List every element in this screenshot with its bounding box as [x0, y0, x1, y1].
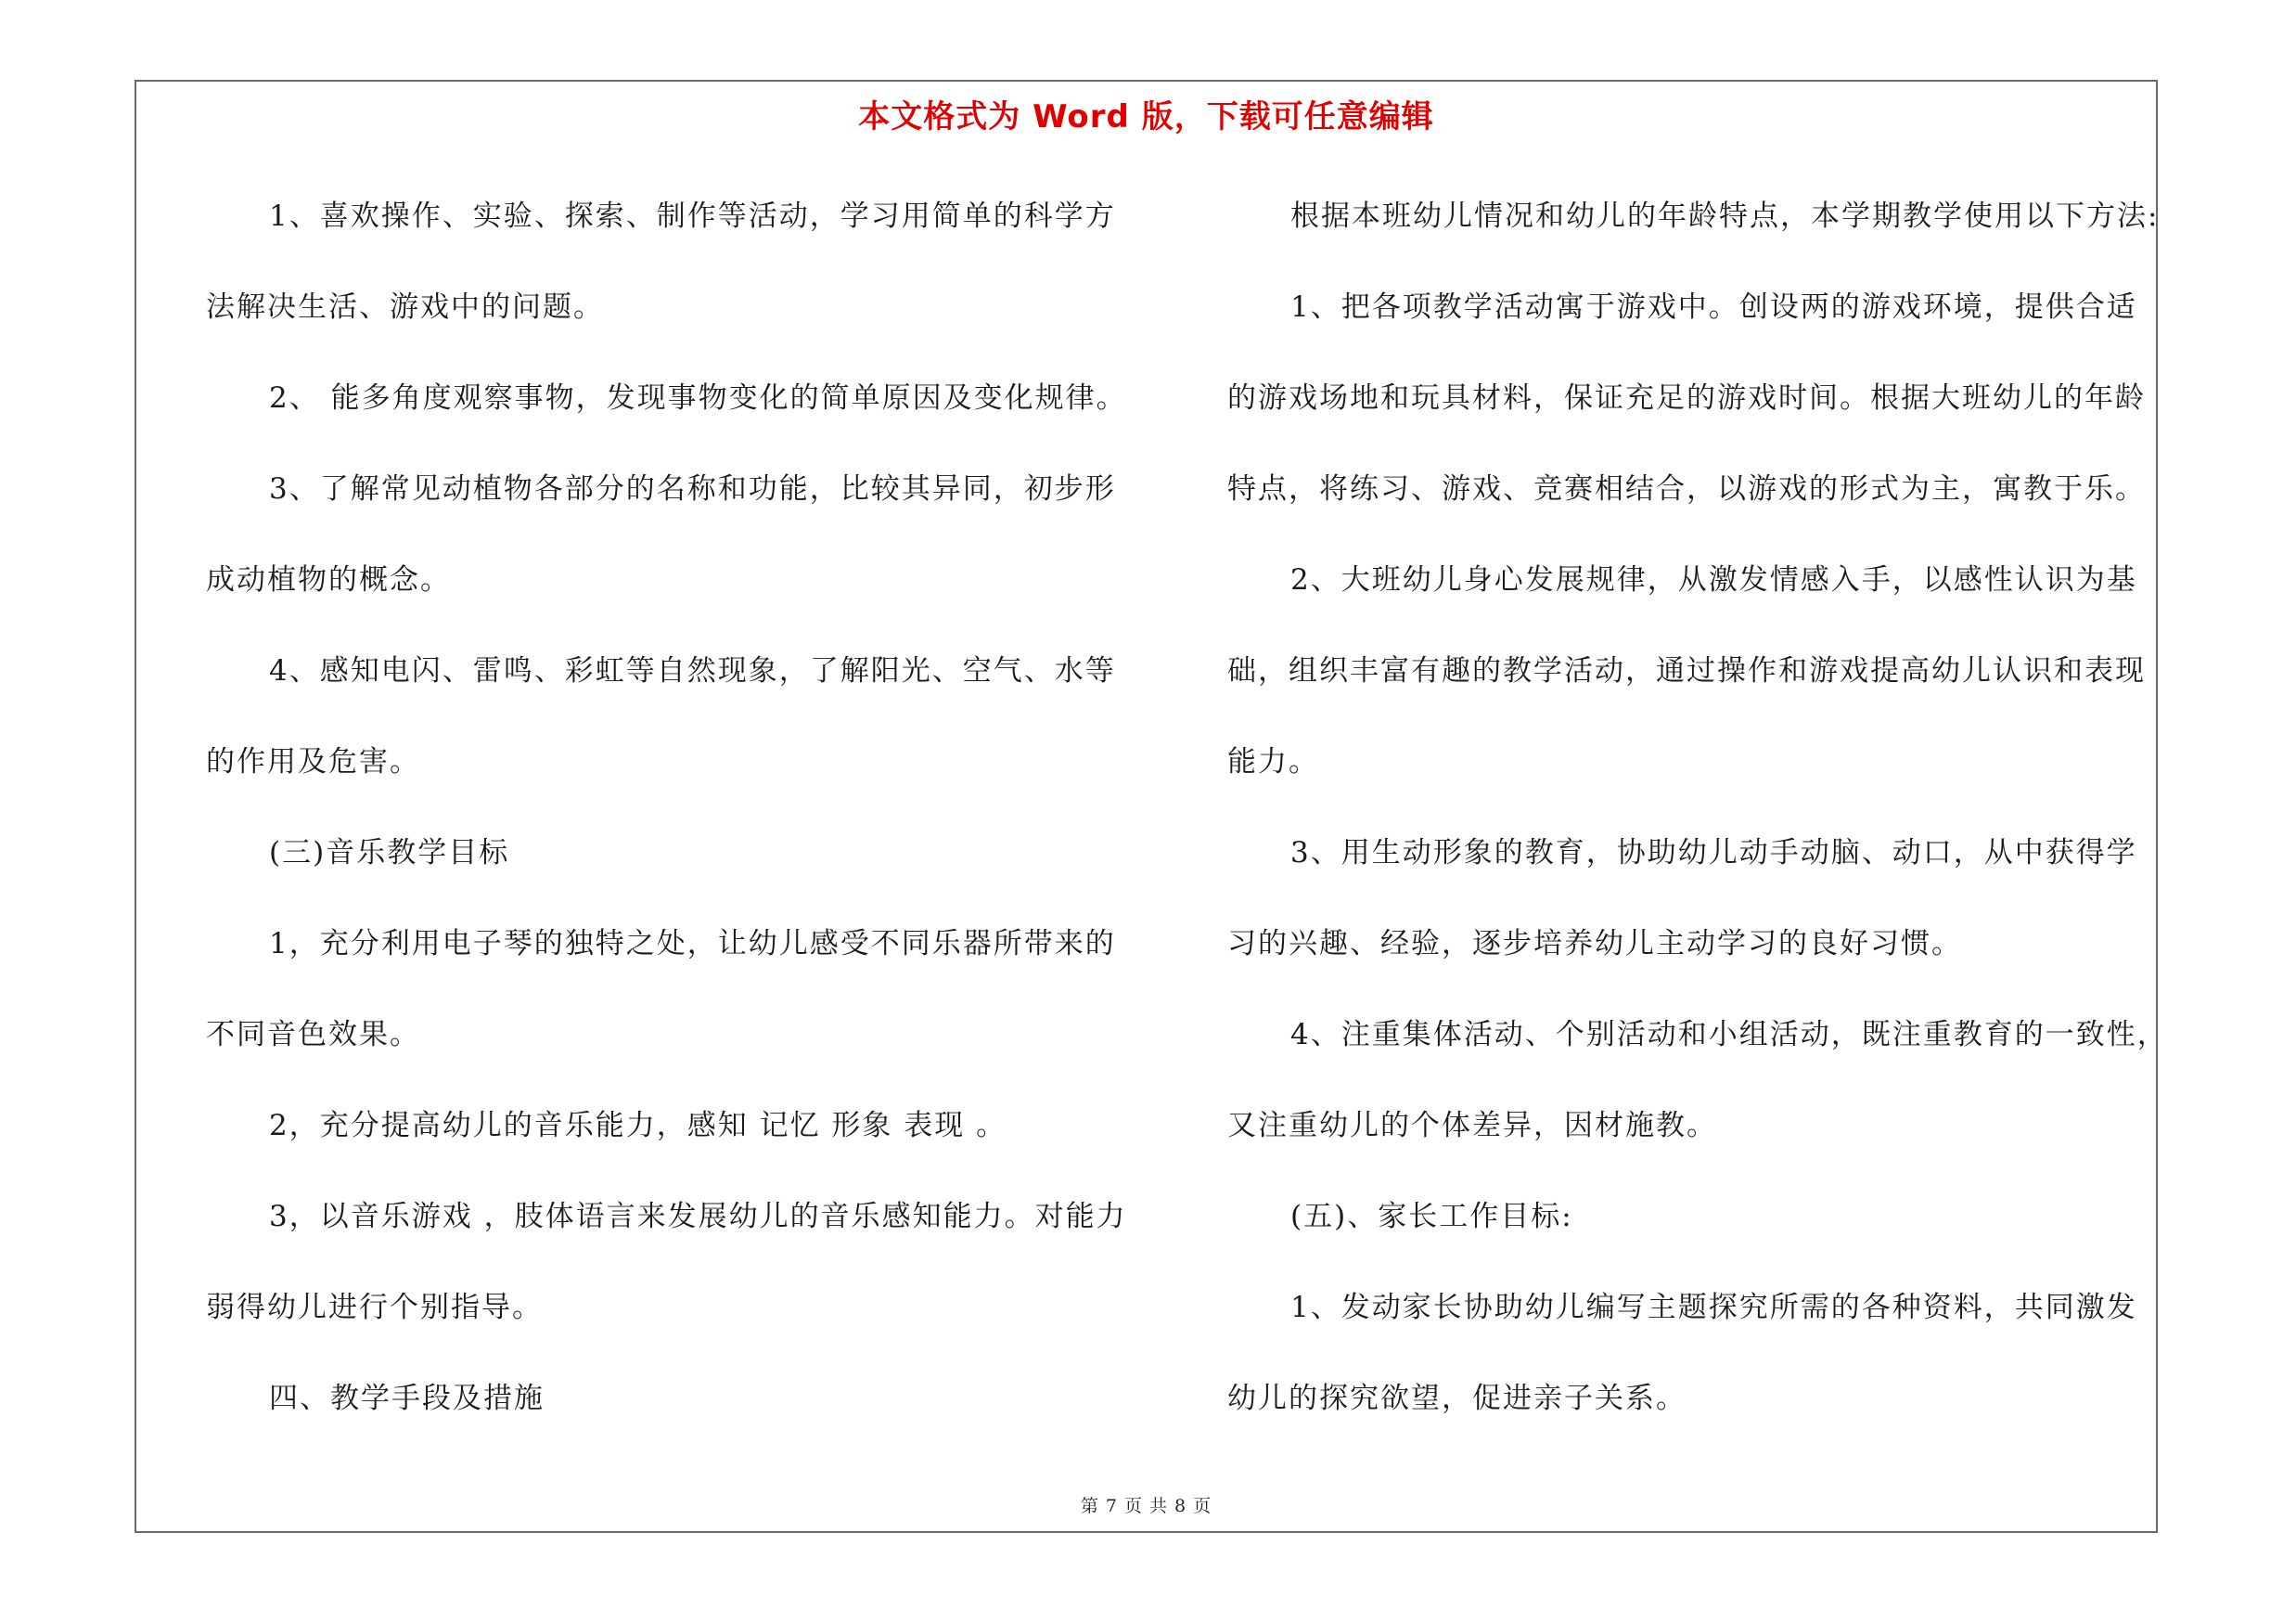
paragraph-line: 1、把各项教学活动寓于游戏中。创设两的游戏环境，提供合适	[1290, 290, 2137, 324]
right-text-column	[1227, 171, 2168, 1444]
paragraph-line: 法解决生活、游戏中的问题。	[206, 290, 604, 324]
page-number-footer: 第 7 页 共 8 页	[1080, 1496, 1212, 1516]
format-notice-header: 本文格式为 Word 版，下载可任意编辑	[858, 98, 1434, 135]
paragraph-line: 3，以音乐游戏 ，肢体语言来发展幼儿的音乐感知能力。对能力	[269, 1200, 1127, 1233]
paragraph-line: 习的兴趣、经验，逐步培养幼儿主动学习的良好习惯。	[1227, 927, 1962, 960]
paragraph-line: 1、发动家长协助幼儿编写主题探究所需的各种资料，共同激发	[1290, 1291, 2137, 1324]
paragraph-line: 的游戏场地和玩具材料，保证充足的游戏时间。根据大班幼儿的年龄	[1227, 381, 2146, 415]
paragraph-line: 弱得幼儿进行个别指导。	[206, 1291, 543, 1324]
paragraph-line: 2、大班幼儿身心发展规律，从激发情感入手，以感性认识为基	[1290, 563, 2137, 597]
page-frame	[135, 80, 2168, 1533]
paragraph-line: 4、注重集体活动、个别活动和小组活动，既注重教育的一致性，	[1290, 1018, 2168, 1051]
left-text-column	[206, 171, 1143, 1444]
paragraph-line: 础，组织丰富有趣的教学活动，通过操作和游戏提高幼儿认识和表现	[1227, 654, 2146, 688]
paragraph-line: 3、用生动形象的教育，协助幼儿动手动脑、动口，从中获得学	[1290, 836, 2137, 869]
paragraph-line: 幼儿的探究欲望，促进亲子关系。	[1227, 1382, 1687, 1415]
paragraph-line: 不同音色效果。	[206, 1018, 420, 1051]
paragraph-line: 能力。	[1227, 745, 1319, 779]
paragraph-line: 2，充分提高幼儿的音乐能力，感知 记忆 形象 表现 。	[269, 1109, 1007, 1142]
paragraph-line: 1，充分利用电子琴的独特之处，让幼儿感受不同乐器所带来的	[269, 927, 1116, 960]
paragraph-line: 1、喜欢操作、实验、探索、制作等活动，学习用简单的科学方	[269, 200, 1116, 233]
section-heading: (三)音乐教学目标	[269, 836, 510, 869]
paragraph-line: 2、 能多角度观察事物，发现事物变化的简单原因及变化规律。	[269, 381, 1127, 415]
paragraph-line: 的作用及危害。	[206, 745, 420, 779]
section-heading: (五)、家长工作目标:	[1290, 1200, 1573, 1233]
paragraph-line: 又注重幼儿的个体差异，因材施教。	[1227, 1109, 1717, 1142]
paragraph-line: 特点，将练习、游戏、竞赛相结合，以游戏的形式为主，寓教于乐。	[1227, 472, 2146, 506]
paragraph-line: 根据本班幼儿情况和幼儿的年龄特点，本学期教学使用以下方法:	[1290, 200, 2160, 233]
paragraph-line: 成动植物的概念。	[206, 563, 451, 597]
paragraph-line: 4、感知电闪、雷鸣、彩虹等自然现象，了解阳光、空气、水等	[269, 654, 1116, 688]
section-heading: 四、教学手段及措施	[269, 1382, 545, 1415]
paragraph-line: 3、了解常见动植物各部分的名称和功能，比较其异同，初步形	[269, 472, 1116, 506]
